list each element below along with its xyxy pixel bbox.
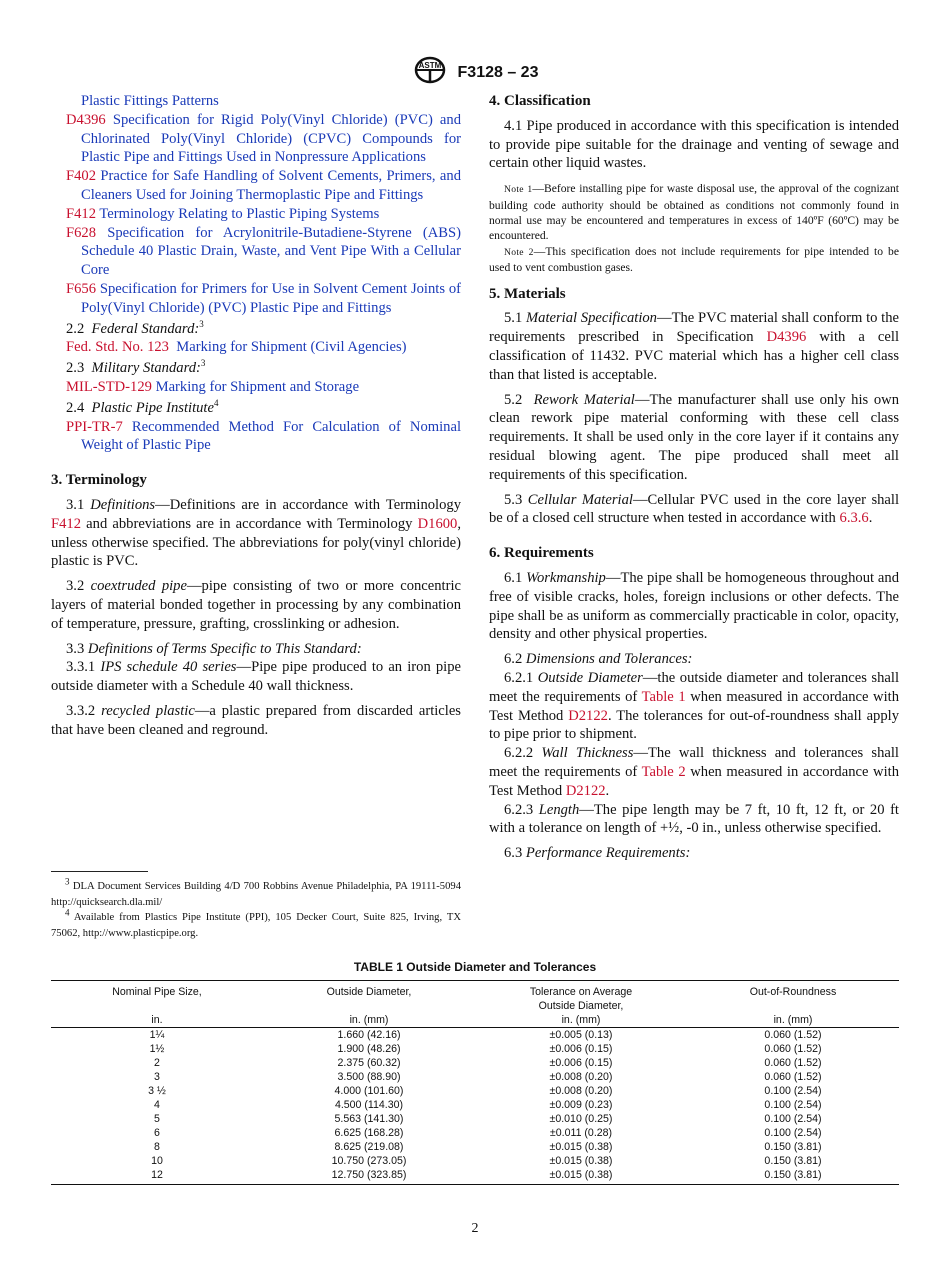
section-2-4: 2.4 Plastic Pipe Institute$^4$	[66, 397, 219, 416]
table-cell: 4.500 (114.30)	[334, 1099, 404, 1111]
table-cell: 4.000 (101.60)	[334, 1085, 404, 1097]
table-cell: 0.060 (1.52)	[764, 1071, 822, 1083]
paragraph-6-2-1: 6.2.1 Outside Diameter—the outside diameter and tolerances shall meet the requirements of Table 1 when measured in accordance with Test Method D2122. The tolerances for out-of-roundness shall apply to pipe prior to shipment.	[489, 669, 899, 743]
table-cell: 0.060 (1.52)	[764, 1043, 822, 1055]
table-row	[51, 1154, 899, 1168]
table-cell: ±0.005 (0.13)	[549, 1029, 613, 1041]
ref-entry	[51, 167, 461, 205]
ref-entry	[51, 378, 461, 397]
table-row	[51, 1056, 899, 1070]
ref-code-link[interactable]: Fed. Std. No. 123	[66, 339, 169, 356]
xref-link[interactable]: D2122	[568, 707, 608, 724]
ref-entry	[51, 418, 461, 456]
paragraph-3-3-1: 3.3.1 IPS schedule 40 series—Pipe pipe produced to an iron pipe outside diameter with a Schedule 40 wall thickness.	[51, 659, 462, 695]
table-cell: ±0.015 (0.38)	[475, 1168, 687, 1185]
footnote: $^4$ Available from Plastics Pipe Institute (PPI), 105 Decker Court, Suite 825, Irving, TX 75062, http://www.plasticpipe.org.	[51, 907, 461, 939]
table-cell: 0.100 (2.54)	[764, 1099, 822, 1111]
section-heading: 3. Terminology	[51, 472, 147, 489]
section-heading: 6. Requirements	[489, 545, 594, 562]
section-2-3: 2.3 Military Standard:$^3$	[66, 358, 206, 377]
table-cell: 0.100 (2.54)	[764, 1085, 822, 1097]
table-cell: ±0.015 (0.38)	[549, 1155, 613, 1167]
table-cell: ±0.006 (0.15)	[549, 1057, 613, 1069]
table-row	[51, 1112, 899, 1126]
table-cell: ±0.011 (0.28)	[549, 1127, 613, 1139]
paragraph-4-1: 4.1 Pipe produced in accordance with this specification is intended to provide pipe suitable for the drainage and venting of sewage and certain other liquid wastes.	[489, 117, 899, 172]
column-unit: in.	[51, 1013, 263, 1028]
table-cell: 0.150 (3.81)	[764, 1155, 822, 1167]
xref-link[interactable]: Table 1	[641, 688, 686, 705]
table-cell: 5.563 (141.30)	[334, 1113, 404, 1125]
left-column	[51, 92, 461, 740]
ref-entry	[51, 205, 461, 224]
table-row	[51, 1168, 899, 1185]
table-row	[51, 1084, 899, 1098]
table-cell: 3 ½	[148, 1085, 166, 1097]
paragraph-3-3-2: 3.3.2 recycled plastic—a plastic prepared from discarded articles that have been cleaned and reground.	[51, 702, 461, 738]
table-row	[51, 1042, 899, 1056]
table-cell: ±0.006 (0.15)	[549, 1043, 613, 1055]
column-header: Nominal Pipe Size,	[51, 981, 263, 1014]
paragraph-3-2: 3.2 coextruded pipe—pipe consisting of two or more concentric layers of material bonded together in processing by any combination of temperature, pressure, grafting, crosslinking or adhesion.	[51, 578, 461, 632]
table-cell: 2	[154, 1057, 160, 1069]
footnotes	[51, 876, 461, 941]
ref-title[interactable]: Recommended Method For Calculation of Nominal Weight of Plastic Pipe	[81, 418, 461, 454]
data-table	[51, 980, 899, 1185]
ref-code-link[interactable]: MIL-STD-129	[66, 378, 152, 395]
footnote: $^3$ DLA Document Services Building 4/D 700 Robbins Avenue Philadelphia, PA 19111-5094 http://quicksearch.dla.mil/	[51, 876, 461, 908]
table-row	[51, 1028, 899, 1043]
ref-title[interactable]: Specification for Primers for Use in Solvent Cement Joints of Poly(Vinyl Chloride) (PVC) Plastic Pipe and Fittings	[81, 280, 462, 316]
table-cell: 5	[154, 1113, 160, 1125]
xref-link[interactable]: D1600	[417, 515, 458, 532]
right-column	[489, 92, 899, 863]
table-body	[51, 1028, 899, 1185]
ref-code-link[interactable]: D4396	[66, 111, 106, 128]
section-heading: 4. Classification	[489, 93, 591, 109]
table-cell: 6.625 (168.28)	[334, 1127, 404, 1139]
column-header: Tolerance on Average Outside Diameter,	[475, 981, 687, 1014]
paragraph-5-3: 5.3 Cellular Material—Cellular PVC used in the core layer shall be of a closed cell structure when tested in accordance with 6.3.6.	[489, 491, 900, 527]
note-1: Note 1—Before installing pipe for waste disposal use, the approval of the cognizant building code authority should be obtained as conditions not commonly found in normal use may be encountered and temperatures in excess of 140ºF (60ºC) may be encountered.	[489, 182, 899, 243]
table-cell: 0.150 (3.81)	[687, 1168, 899, 1185]
section-2-2: 2.2 Federal Standard:$^3$	[66, 318, 204, 337]
table-cell: 1.660 (42.16)	[337, 1029, 401, 1041]
table-cell: 1.900 (48.26)	[337, 1043, 401, 1055]
paragraph-3-3: 3.3 Definitions of Terms Specific to This Standard:	[66, 640, 362, 657]
ref-title[interactable]: Specification for Rigid Poly(Vinyl Chloride) (PVC) and Chlorinated Poly(Vinyl Chloride) (CPVC) Compounds for Plastic Pipe and Fittings Used in Nonpressure Applications	[81, 111, 461, 166]
table-cell: 2.375 (60.32)	[337, 1057, 401, 1069]
table-cell: ±0.009 (0.23)	[549, 1099, 613, 1111]
footnote-divider	[51, 871, 148, 872]
ref-title[interactable]: Specification for Acrylonitrile-Butadiene-Styrene (ABS) Schedule 40 Plastic Drain, Waste, and Vent Pipe With a Cellular Core	[81, 224, 461, 279]
table-title: TABLE 1 Outside Diameter and Tolerances	[353, 960, 597, 974]
ref-entry	[51, 111, 461, 167]
table-cell: ±0.015 (0.38)	[549, 1141, 613, 1153]
table-cell: 10	[151, 1155, 163, 1167]
table-cell: 0.150 (3.81)	[764, 1141, 822, 1153]
ref-entry	[51, 280, 461, 318]
column-unit: in. (mm)	[475, 1013, 687, 1028]
table-cell: 0.060 (1.52)	[764, 1057, 822, 1069]
ref-title[interactable]: Marking for Shipment and Storage	[155, 378, 360, 395]
ref-entry	[51, 338, 461, 357]
ref-title[interactable]: Marking for Shipment (Civil Agencies)	[176, 339, 407, 356]
paragraph-6-2: 6.2 Dimensions and Tolerances:	[504, 651, 693, 668]
xref-link[interactable]: F412	[51, 515, 82, 532]
ref-title[interactable]: Plastic Fittings Patterns	[81, 93, 219, 109]
table-cell: 1½	[149, 1043, 165, 1055]
table-row	[51, 1098, 899, 1112]
table-cell: 12.750 (323.85)	[263, 1168, 475, 1185]
ref-entry	[51, 92, 461, 111]
table-cell: 0.060 (1.52)	[764, 1029, 822, 1041]
table-cell: 10.750 (273.05)	[331, 1155, 407, 1167]
column-header: Outside Diameter,	[263, 981, 475, 1014]
table-cell: 6	[154, 1127, 160, 1139]
table-cell: 8.625 (219.08)	[334, 1141, 404, 1153]
svg-text:ASTM: ASTM	[418, 61, 441, 70]
paragraph-6-2-2: 6.2.2 Wall Thickness—The wall thickness and tolerances shall meet the requirements of Table 2 when measured in accordance with Test Method D2122.	[489, 745, 899, 799]
paragraph-5-1: 5.1 Material Specification—The PVC material shall conform to the requirements prescribed in Specification D4396 with a cell classification of 11432. PVC material which has a higher cell class than that listed is acceptable.	[489, 310, 899, 383]
paragraph-6-2-3: 6.2.3 Length—The pipe length may be 7 ft, 10 ft, 12 ft, or 20 ft with a tolerance on length of +½, -0 in., unless otherwise specified.	[489, 801, 899, 837]
ref-title[interactable]: Practice for Safe Handling of Solvent Cements, Primers, and Cleaners Used for Joining Thermoplastic Pipe and Fittings	[81, 168, 461, 203]
table-cell: 3	[154, 1071, 160, 1083]
ref-entry	[51, 224, 461, 280]
xref-link[interactable]: Table 2	[641, 763, 686, 780]
ref-code-link[interactable]: F402	[66, 168, 97, 185]
table-cell: 0.100 (2.54)	[764, 1127, 822, 1139]
paragraph-6-1: 6.1 Workmanship—The pipe shall be homogeneous throughout and free of visible cracks, holes, foreign inclusions or other defects. The pipe shall be as uniform as commercially practicable in color, opacity, density and other physical properties.	[489, 569, 899, 643]
ref-code-link[interactable]: PPI-TR-7	[66, 418, 123, 435]
document-designation: F3128 – 23	[457, 63, 539, 81]
ref-code-link[interactable]: F656	[66, 280, 97, 297]
table-cell: 3.500 (88.90)	[337, 1071, 401, 1083]
table-cell: 4	[154, 1099, 160, 1111]
table-row	[51, 1126, 899, 1140]
table-cell: ±0.008 (0.20)	[549, 1071, 613, 1083]
ref-title[interactable]: Terminology Relating to Plastic Piping Systems	[99, 205, 380, 222]
table-row	[51, 1070, 899, 1084]
table-cell: ±0.008 (0.20)	[549, 1085, 613, 1097]
column-header: Out-of-Roundness	[687, 981, 899, 1014]
astm-logo-icon	[412, 56, 448, 89]
column-unit: in. (mm)	[263, 1013, 475, 1028]
ref-code-link[interactable]: F628	[66, 224, 97, 241]
page-number: 2	[471, 1221, 479, 1236]
table-1	[51, 960, 899, 1185]
section-heading: 5. Materials	[489, 285, 566, 302]
table-row	[51, 1140, 899, 1154]
paragraph-3-1: 3.1 Definitions—Definitions are in accordance with Terminology F412 and abbreviations are in accordance with Terminology D1600, unless otherwise specified. The abbreviations for poly(vinyl chloride) plastic is PVC.	[51, 496, 461, 570]
xref-link[interactable]: D4396	[766, 329, 807, 346]
page-header	[0, 56, 950, 89]
xref-link[interactable]: 6.3.6	[839, 510, 869, 527]
table-cell: ±0.010 (0.25)	[549, 1113, 613, 1125]
table-cell: 12	[51, 1168, 263, 1185]
note-2: Note 2—This specification does not include requirements for pipe intended to be used to vent combustion gases.	[489, 244, 899, 275]
paragraph-5-2: 5.2 Rework Material—The manufacturer shall use only his own clean rework pipe material conforming with these cell class requirements. It shall be used only in the core layer if it contains any residual blowing agent. The pipe produced shall meet all requirements of this specification.	[489, 391, 899, 483]
column-unit: in. (mm)	[687, 1013, 899, 1028]
xref-link[interactable]: D2122	[565, 782, 606, 799]
table-cell: 0.100 (2.54)	[764, 1113, 822, 1125]
table-cell: 1¼	[149, 1029, 165, 1041]
paragraph-6-3: 6.3 Performance Requirements:	[504, 845, 691, 862]
table-cell: 8	[154, 1141, 160, 1153]
ref-code-link[interactable]: F412	[66, 205, 97, 222]
